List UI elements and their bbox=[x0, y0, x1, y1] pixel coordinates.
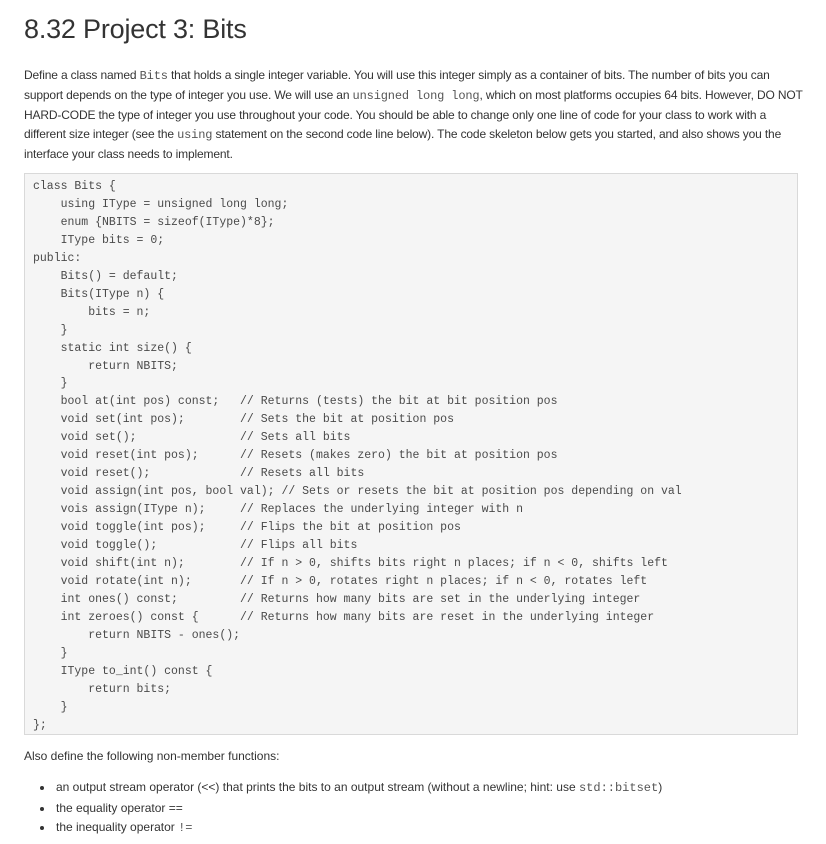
code-text: class Bits { using IType = unsigned long long; enum {NBITS = sizeof(IType)*8}; IType bits = 0; public: Bits() = default; Bits(IType n) { bits = n; } static int size() { return NBITS; } bool at(int pos) const; // Returns (tests) the bit at bit position pos void set(int pos); // Sets the bit at position pos void set(); // Sets all bits void reset(int pos); // Resets (makes zero) the bit at position pos void reset(); // Resets all bits void assign(int pos, bool val); // Sets or resets the bit at position pos depending on val vois assign(IType n); // Replaces the underlying integer with n void toggle(int pos); // Flips the bit at position pos void toggle(); // Flips all bits void shift(int n); // If n > 0, shifts bits right n places; if n < 0, shifts left void rotate(int n); // If n > 0, rotates right n places; if n < 0, rotates left int ones() const; // Returns how many bits are set in the underlying integer int zeroes() const { // Returns how many bits are reset in the underlying integer return NBITS - ones(); } IType to_int() const { return bits; } }; bbox=[33, 180, 682, 732]
list-item-text: the equality operator == bbox=[56, 800, 183, 815]
list-item-inequality-operator bbox=[54, 818, 662, 839]
page-title: 8.32 Project 3: Bits bbox=[24, 14, 247, 44]
intro-text-4: statement on the second code line below). The code skeleton below gets you started, and also shows you the interface your class needs to implement. bbox=[24, 127, 782, 161]
inline-code-bits: Bits bbox=[139, 69, 168, 83]
list-item-output-operator bbox=[54, 778, 662, 799]
inline-code-std-bitset: std::bitset bbox=[578, 781, 659, 795]
list-item-text-end: ) bbox=[658, 780, 663, 794]
inline-code-unsigned-long-long: unsigned long long bbox=[352, 89, 480, 103]
non-member-function-list bbox=[24, 778, 662, 839]
code-block bbox=[24, 173, 798, 735]
non-member-heading: Also define the following non-member functions: bbox=[24, 749, 280, 763]
intro-paragraph bbox=[24, 66, 806, 164]
intro-text-3: , which on most platforms occupies 64 bits. However, DO NOT HARD-CODE the type of integer you use throughout your code. You should be able to change only one line of code for your class to work with a different size integer (see the bbox=[24, 88, 803, 141]
list-item-text: the inequality operator bbox=[56, 820, 179, 834]
inline-code-not-equal: != bbox=[178, 821, 193, 835]
list-item-text: an output stream operator (<<) that prints the bits to an output stream (without a newline; hint: use bbox=[56, 780, 579, 794]
intro-text-2: that holds a single integer variable. You will use this integer simply as a container of bits. The number of bits you can support depends on the type of integer you use. We will use an bbox=[24, 68, 770, 102]
inline-code-using: using bbox=[177, 128, 213, 142]
list-item-equality-operator bbox=[54, 799, 662, 819]
intro-text-1: Define a class named bbox=[24, 68, 140, 82]
